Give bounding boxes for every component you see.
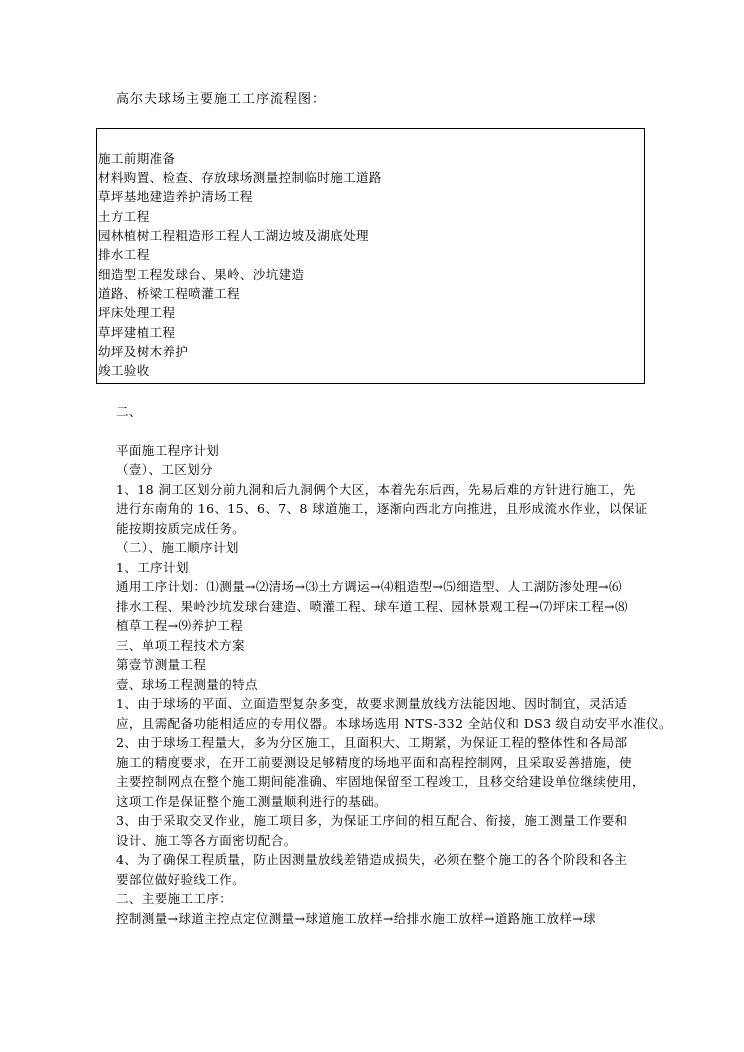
- flow-step: 草坪基地建造养护清场工程: [98, 189, 253, 204]
- paragraph-line: 植草工程→⑼养护工程: [116, 618, 243, 633]
- flow-step: 排水工程: [98, 247, 150, 262]
- item-title: 1、工序计划: [116, 560, 189, 575]
- process-flow-box: [96, 128, 645, 384]
- subsection-title: （二）、施工顺序计划: [116, 540, 239, 555]
- section-number: 二、: [116, 404, 142, 419]
- paragraph-line: 排水工程、果岭沙坑发球台建造、喷灌工程、球车道工程、园林景观工程→⑺坪床工程→⑻: [116, 599, 628, 614]
- paragraph-line: 进行东南角的 16、15、6、7、8 球道施工，逐渐向西北方向推进，且形成流水作业，以保证: [116, 501, 648, 516]
- paragraph-line: 要部位做好验线工作。: [116, 872, 246, 887]
- section-title: 三、单项工程技术方案: [116, 638, 246, 653]
- paragraph-line: 控制测量→球道主控点定位测量→球道施工放样→给排水施工放样→道路施工放样→球: [116, 911, 597, 926]
- subsection-title: 壹、球场工程测量的特点: [116, 677, 258, 692]
- section-title: 二、主要施工工序：: [116, 891, 233, 906]
- paragraph-line: 1、18 洞工区划分前九洞和后九洞俩个大区，本着先东后西，先易后难的方针进行施工，先: [116, 482, 636, 497]
- paragraph-line: 通用工序计划：⑴测量→⑵清场→⑶土方调运→⑷粗造型→⑸细造型、人工湖防渗处理→⑹: [116, 579, 622, 594]
- paragraph-line: 4、为了确保工程质量，防止因测量放线差错造成损失，必须在整个施工的各个阶段和各主: [116, 852, 628, 867]
- page-heading: 高尔夫球场主要施工工序流程图：: [116, 92, 327, 107]
- paragraph-line: 主要控制网点在整个施工期间能准确、牢固地保留至工程竣工，且移交给建设单位继续使用，: [116, 774, 645, 789]
- section-title: 平面施工程序计划: [116, 443, 220, 458]
- flow-step: 材料购置、检查、存放球场测量控制临时施工道路: [98, 170, 382, 185]
- subsection-title: （壹）、工区划分: [116, 462, 213, 477]
- paragraph-line: 应，且需配备功能相适应的专用仪器。本球场选用 NTS-332 全站仪和 DS3 级自动安平水准仪。: [116, 716, 672, 731]
- flow-step: 坪床处理工程: [98, 305, 176, 320]
- paragraph-line: 1、由于球场的平面、立面造型复杂多变，故要求测量放线方法能因地、因时制宜，灵活适: [116, 696, 628, 711]
- flow-step: 竣工验收: [98, 363, 150, 378]
- paragraph-line: 施工的精度要求，在开工前要测设足够精度的场地平面和高程控制网，且采取妥善措施，使: [116, 755, 633, 770]
- paragraph-line: 能按期按质完成任务。: [116, 521, 246, 536]
- paragraph-line: 这项工作是保证整个施工测量顺利进行的基础。: [116, 794, 387, 809]
- flow-step: 细造型工程发球台、果岭、沙坑建造: [98, 267, 305, 282]
- paragraph-line: 2、由于球场工程量大，多为分区施工，且面积大、工期紧，为保证工程的整体性和各局部: [116, 735, 628, 750]
- flow-step: 土方工程: [98, 209, 150, 224]
- flow-step: 草坪建植工程: [98, 325, 176, 340]
- flow-step: 施工前期准备: [98, 151, 176, 166]
- flow-step: 道路、桥梁工程喷灌工程: [98, 286, 240, 301]
- paragraph-line: 设计、施工等各方面密切配合。: [116, 833, 297, 848]
- flow-step: 幼坪及树木养护: [98, 344, 189, 359]
- chapter-title: 第壹节测量工程: [116, 657, 207, 672]
- paragraph-line: 3、由于采取交叉作业，施工项目多，为保证工序间的相互配合、衔接，施工测量工作要和: [116, 813, 628, 828]
- flow-step: 园林植树工程粗造形工程人工湖边坡及湖底处理: [98, 228, 369, 243]
